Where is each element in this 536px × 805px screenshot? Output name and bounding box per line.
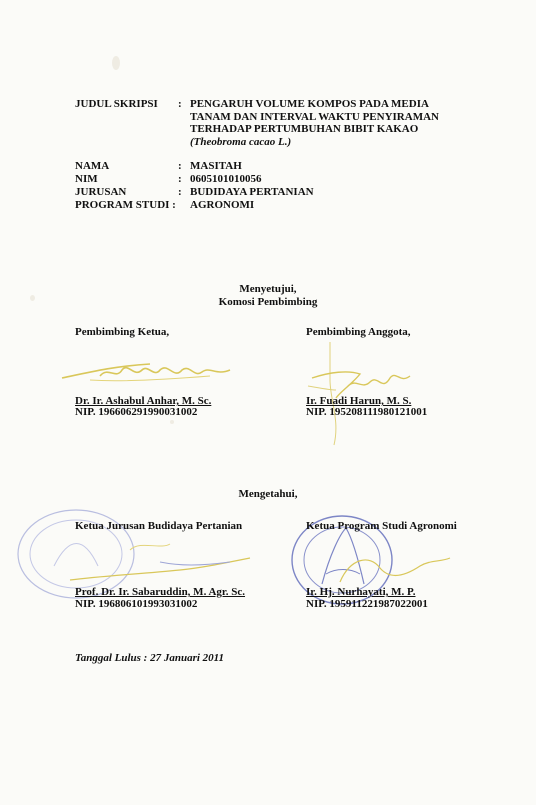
paper-mark: [170, 420, 174, 424]
acknowledgement-heading: Mengetahui,: [238, 488, 298, 500]
field-value-nim: 0605101010056: [190, 173, 262, 185]
head-department-nip: NIP. 196806101993031002: [75, 598, 198, 610]
colon: :: [178, 173, 182, 185]
approval-subheading: Komosi Pembimbing: [218, 296, 318, 308]
graduation-date: Tanggal Lulus : 27 Januari 2011: [75, 652, 225, 664]
head-department-name: Prof. Dr. Ir. Sabaruddin, M. Agr. Sc.: [75, 586, 246, 598]
field-label-jurusan: JURUSAN: [75, 186, 127, 198]
thesis-title-line: TANAM DAN INTERVAL WAKTU PENYIRAMAN: [190, 110, 439, 123]
colon: :: [178, 186, 182, 198]
signature-head-department: [60, 540, 260, 590]
field-value-program-studi: AGRONOMI: [190, 199, 255, 211]
field-value-nama: MASITAH: [190, 160, 242, 172]
advisor-member-nip: NIP. 195208111980121001: [306, 406, 428, 418]
head-department-role: Ketua Jurusan Budidaya Pertanian: [75, 520, 243, 532]
field-label-nim: NIM: [75, 173, 98, 185]
advisor-main-role: Pembimbing Ketua,: [75, 326, 170, 338]
head-program-name: Ir. Hj. Nurhayati, M. P.: [306, 586, 416, 598]
paper-mark: [112, 56, 120, 70]
approval-heading: Menyetujui,: [239, 283, 297, 295]
thesis-title: [190, 98, 460, 148]
head-program-role: Ketua Program Studi Agronomi: [306, 520, 457, 532]
field-value-jurusan: BUDIDAYA PERTANIAN: [190, 186, 314, 198]
advisor-main-name: Dr. Ir. Ashabul Anhar, M. Sc.: [75, 395, 212, 407]
thesis-title-line: PENGARUH VOLUME KOMPOS PADA MEDIA: [190, 98, 429, 110]
head-program-nip: NIP. 195911221987022001: [306, 598, 428, 610]
thesis-title-line: (Theobroma cacao L.): [190, 135, 292, 148]
thesis-title-label: JUDUL SKRIPSI: [75, 98, 158, 110]
colon: :: [178, 160, 182, 172]
advisor-member-name: Ir. Fuadi Harun, M. S.: [306, 395, 412, 407]
field-label-program-studi: PROGRAM STUDI :: [75, 199, 176, 211]
signature-advisor-main: [60, 358, 240, 388]
advisor-member-role: Pembimbing Anggota,: [306, 326, 411, 338]
field-label-nama: NAMA: [75, 160, 110, 172]
signature-head-program: [310, 548, 460, 588]
colon: :: [178, 98, 182, 110]
advisor-main-nip: NIP. 196606291990031002: [75, 406, 198, 418]
thesis-title-line: TERHADAP PERTUMBUHAN BIBIT KAKAO: [190, 123, 419, 135]
